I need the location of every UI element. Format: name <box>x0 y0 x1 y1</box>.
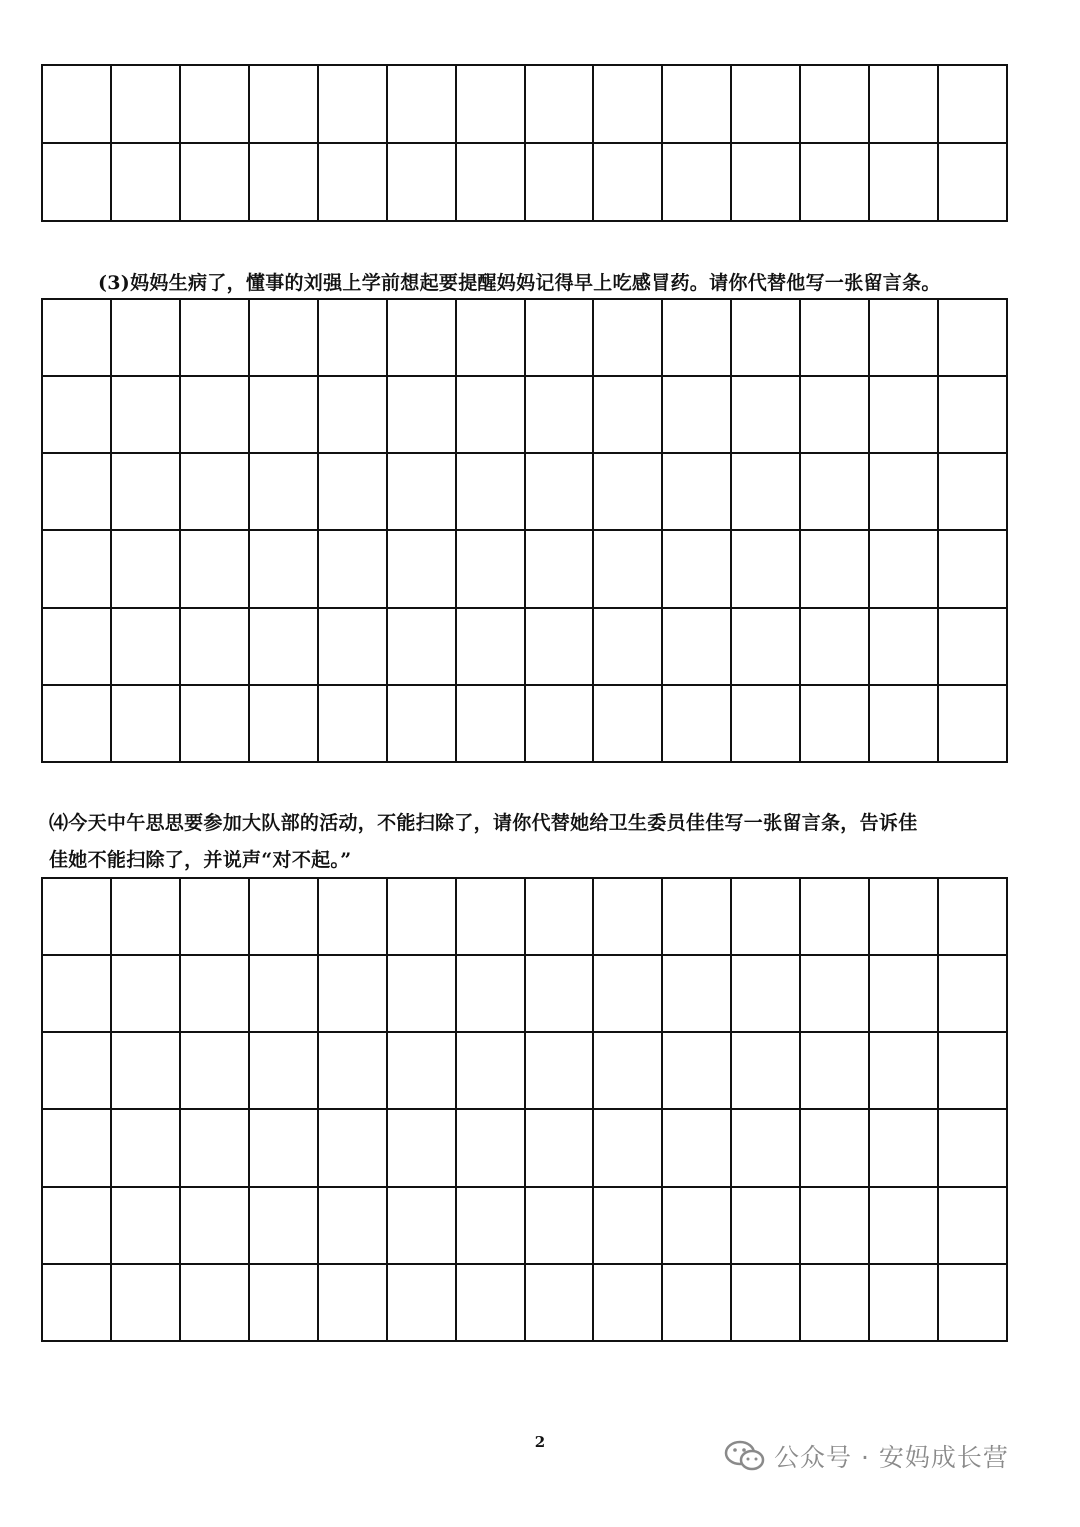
grid-cell <box>181 686 250 763</box>
grid-cell <box>43 531 112 608</box>
grid-cell <box>250 1110 319 1187</box>
grid-cell <box>43 144 112 222</box>
grid-cell <box>43 66 112 144</box>
question-4-prompt-line1: ⑷今天中午思思要参加大队部的活动，不能扫除了，请你代替她给卫生委员佳佳写一张留言条，告诉佳 <box>49 812 918 834</box>
grid-cell <box>250 144 319 222</box>
grid-cell <box>663 879 732 956</box>
grid-cell <box>388 879 457 956</box>
grid-cell <box>319 686 388 763</box>
grid-cell <box>457 531 526 608</box>
grid-cell <box>801 144 870 222</box>
grid-cell <box>663 609 732 686</box>
grid-cell <box>112 144 181 222</box>
grid-cell <box>319 1265 388 1342</box>
grid-cell <box>870 879 939 956</box>
grid-cell <box>457 300 526 377</box>
grid-cell <box>939 956 1008 1033</box>
grid-cell <box>457 1033 526 1110</box>
grid-cell <box>319 879 388 956</box>
grid-cell <box>663 1265 732 1342</box>
grid-cell <box>526 1033 595 1110</box>
grid-cell <box>112 377 181 454</box>
grid-cell <box>732 1265 801 1342</box>
grid-cell <box>801 1110 870 1187</box>
grid-cell <box>457 66 526 144</box>
question-3-prompt: (3)妈妈生病了，懂事的刘强上学前想起要提醒妈妈记得早上吃感冒药。请你代替他写一张留言条。 <box>98 272 941 294</box>
grid-cell <box>112 956 181 1033</box>
grid-cell <box>526 531 595 608</box>
grid-cell <box>939 66 1008 144</box>
grid-cell <box>250 879 319 956</box>
grid-cell <box>526 1110 595 1187</box>
grid-cell <box>112 66 181 144</box>
grid-cell <box>732 300 801 377</box>
grid-cell <box>250 1033 319 1110</box>
grid-cell <box>732 144 801 222</box>
grid-cell <box>870 1110 939 1187</box>
grid-cell <box>43 377 112 454</box>
grid-cell <box>319 454 388 531</box>
grid-cell <box>870 686 939 763</box>
grid-cell <box>319 377 388 454</box>
grid-cell <box>457 144 526 222</box>
grid-cell <box>732 686 801 763</box>
grid-cell <box>319 956 388 1033</box>
grid-cell <box>939 686 1008 763</box>
grid-cell <box>319 66 388 144</box>
grid-cell <box>112 1033 181 1110</box>
grid-cell <box>181 531 250 608</box>
grid-cell <box>388 1033 457 1110</box>
grid-cell <box>939 144 1008 222</box>
grid-cell <box>526 686 595 763</box>
grid-cell <box>594 1188 663 1265</box>
grid-cell <box>457 956 526 1033</box>
grid-cell <box>250 66 319 144</box>
grid-cell <box>870 1033 939 1110</box>
grid-cell <box>319 531 388 608</box>
grid-cell <box>388 144 457 222</box>
grid-cell <box>181 879 250 956</box>
grid-cell <box>112 300 181 377</box>
grid-cell <box>870 531 939 608</box>
grid-cell <box>732 1188 801 1265</box>
grid-cell <box>594 609 663 686</box>
grid-cell <box>870 1265 939 1342</box>
grid-cell <box>939 531 1008 608</box>
grid-cell <box>663 1033 732 1110</box>
grid-cell <box>732 66 801 144</box>
grid-cell <box>939 454 1008 531</box>
grid-cell <box>732 377 801 454</box>
grid-cell <box>112 609 181 686</box>
grid-cell <box>526 454 595 531</box>
grid-cell <box>319 1110 388 1187</box>
grid-cell <box>388 686 457 763</box>
grid-cell <box>526 1188 595 1265</box>
grid-cell <box>181 609 250 686</box>
grid-cell <box>801 531 870 608</box>
grid-cell <box>594 300 663 377</box>
grid-cell <box>43 1265 112 1342</box>
grid-cell <box>181 1110 250 1187</box>
grid-cell <box>181 1265 250 1342</box>
grid-cell <box>526 1265 595 1342</box>
grid-cell <box>388 377 457 454</box>
grid-cell <box>181 66 250 144</box>
grid-cell <box>388 300 457 377</box>
grid-cell <box>939 879 1008 956</box>
grid-cell <box>594 1110 663 1187</box>
writing-grid-top <box>41 64 1008 222</box>
watermark <box>724 1436 1009 1476</box>
grid-cell <box>594 1265 663 1342</box>
grid-cell <box>43 879 112 956</box>
grid-cell <box>250 300 319 377</box>
grid-cell <box>526 956 595 1033</box>
grid-cell <box>112 1110 181 1187</box>
grid-cell <box>526 300 595 377</box>
grid-cell <box>457 879 526 956</box>
grid-cell <box>801 1188 870 1265</box>
grid-cell <box>870 300 939 377</box>
grid-cell <box>663 1110 732 1187</box>
grid-cell <box>43 956 112 1033</box>
grid-cell <box>457 1265 526 1342</box>
grid-cell <box>526 66 595 144</box>
grid-cell <box>181 1188 250 1265</box>
grid-cell <box>250 1188 319 1265</box>
grid-cell <box>319 609 388 686</box>
grid-cell <box>801 879 870 956</box>
grid-cell <box>594 454 663 531</box>
grid-cell <box>43 686 112 763</box>
grid-cell <box>250 956 319 1033</box>
page-number: 2 <box>534 1433 546 1451</box>
grid-cell <box>388 66 457 144</box>
grid-cell <box>112 1265 181 1342</box>
grid-cell <box>801 377 870 454</box>
grid-cell <box>112 531 181 608</box>
grid-cell <box>388 1265 457 1342</box>
grid-cell <box>526 144 595 222</box>
grid-cell <box>457 1110 526 1187</box>
grid-cell <box>732 1033 801 1110</box>
grid-cell <box>594 879 663 956</box>
grid-cell <box>388 956 457 1033</box>
grid-cell <box>181 956 250 1033</box>
grid-cell <box>43 454 112 531</box>
grid-cell <box>526 377 595 454</box>
grid-cell <box>457 377 526 454</box>
grid-cell <box>939 1110 1008 1187</box>
grid-cell <box>181 144 250 222</box>
grid-cell <box>457 1188 526 1265</box>
grid-cell <box>250 609 319 686</box>
grid-cell <box>663 66 732 144</box>
grid-cell <box>939 609 1008 686</box>
grid-cell <box>43 1188 112 1265</box>
grid-cell <box>181 454 250 531</box>
grid-cell <box>526 879 595 956</box>
grid-cell <box>732 454 801 531</box>
grid-cell <box>388 531 457 608</box>
grid-cell <box>319 300 388 377</box>
grid-cell <box>801 300 870 377</box>
grid-cell <box>594 686 663 763</box>
grid-cell <box>319 1188 388 1265</box>
grid-cell <box>594 1033 663 1110</box>
grid-cell <box>870 1188 939 1265</box>
grid-cell <box>250 686 319 763</box>
grid-cell <box>663 686 732 763</box>
grid-cell <box>319 1033 388 1110</box>
grid-cell <box>594 144 663 222</box>
grid-cell <box>112 1188 181 1265</box>
grid-cell <box>43 300 112 377</box>
grid-cell <box>939 300 1008 377</box>
grid-cell <box>939 1188 1008 1265</box>
grid-cell <box>663 1188 732 1265</box>
grid-cell <box>388 609 457 686</box>
grid-cell <box>870 956 939 1033</box>
grid-cell <box>388 454 457 531</box>
grid-cell <box>939 1265 1008 1342</box>
grid-cell <box>181 377 250 454</box>
grid-cell <box>732 609 801 686</box>
grid-cell <box>732 956 801 1033</box>
grid-cell <box>732 531 801 608</box>
grid-cell <box>250 531 319 608</box>
grid-cell <box>250 377 319 454</box>
grid-cell <box>801 1265 870 1342</box>
grid-cell <box>801 609 870 686</box>
grid-cell <box>663 956 732 1033</box>
watermark-text: 公众号 · 安妈成长营 <box>774 1443 1009 1472</box>
grid-cell <box>801 956 870 1033</box>
grid-cell <box>43 609 112 686</box>
grid-cell <box>112 879 181 956</box>
grid-cell <box>663 377 732 454</box>
grid-cell <box>594 531 663 608</box>
grid-cell <box>388 1188 457 1265</box>
grid-cell <box>939 1033 1008 1110</box>
grid-cell <box>457 609 526 686</box>
grid-cell <box>870 454 939 531</box>
wechat-icon <box>724 1439 766 1473</box>
grid-cell <box>663 144 732 222</box>
writing-grid-q3 <box>41 298 1008 763</box>
grid-cell <box>801 686 870 763</box>
grid-cell <box>663 300 732 377</box>
grid-cell <box>526 609 595 686</box>
grid-cell <box>388 1110 457 1187</box>
grid-cell <box>594 956 663 1033</box>
grid-cell <box>43 1110 112 1187</box>
grid-cell <box>732 1110 801 1187</box>
writing-grid-q4 <box>41 877 1008 1342</box>
grid-cell <box>663 454 732 531</box>
grid-cell <box>939 377 1008 454</box>
grid-cell <box>801 1033 870 1110</box>
grid-cell <box>181 300 250 377</box>
grid-cell <box>457 686 526 763</box>
grid-cell <box>181 1033 250 1110</box>
grid-cell <box>250 1265 319 1342</box>
grid-cell <box>870 609 939 686</box>
grid-cell <box>870 66 939 144</box>
grid-cell <box>870 377 939 454</box>
grid-cell <box>112 686 181 763</box>
grid-cell <box>801 454 870 531</box>
grid-cell <box>732 879 801 956</box>
grid-cell <box>594 377 663 454</box>
grid-cell <box>870 144 939 222</box>
grid-cell <box>663 531 732 608</box>
grid-cell <box>457 454 526 531</box>
grid-cell <box>250 454 319 531</box>
question-4-prompt-line2: 佳她不能扫除了，并说声“对不起。” <box>49 849 352 871</box>
grid-cell <box>594 66 663 144</box>
grid-cell <box>319 144 388 222</box>
grid-cell <box>112 454 181 531</box>
grid-cell <box>801 66 870 144</box>
grid-cell <box>43 1033 112 1110</box>
